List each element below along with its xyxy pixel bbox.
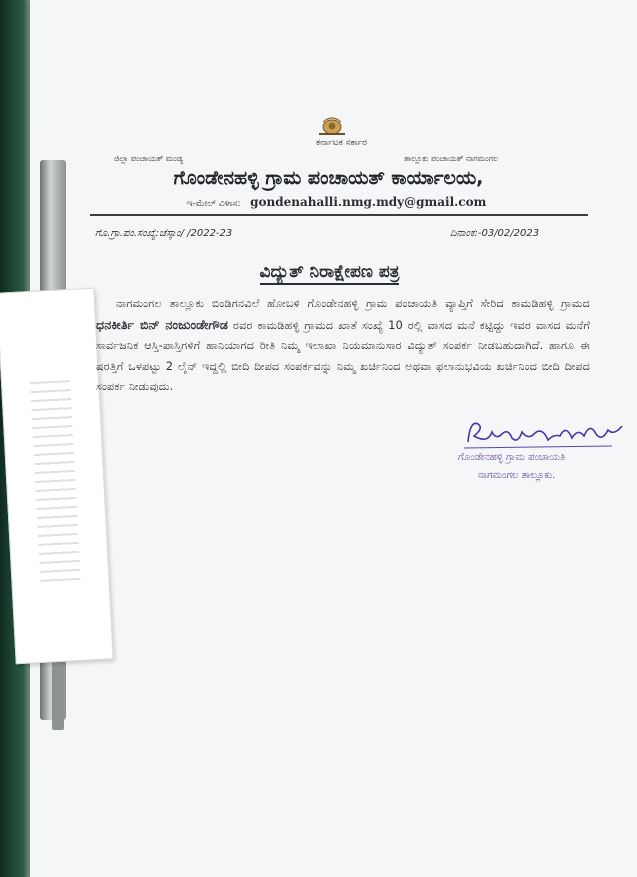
email-row [0, 195, 637, 209]
email-address: gondenahalli.nmg.mdy@gmail.com [250, 195, 487, 209]
applicant-name: ಧನಕೀರ್ತಿ ಬಿನ್ ನಂಜುಂಡೇಗೌಡ [96, 316, 229, 332]
body-text-start: ನಾಗಮಂಗಲ ತಾಲ್ಲೂಕು ಬಿಂಡಿಗನವಿಲೆ ಹೋಬಳಿ ಗೊಂಡೇನಹಳ್ಳಿ ಗ್ರಾಮ ಪಂಚಾಯತಿ ವ್ಯಾಪ್ತಿಗೆ ಸೇರಿದ ಕಾಮಡಿಹಳ್ಳಿ ಗ್ರಾಮದ [116, 297, 590, 310]
handwritten-signature [462, 414, 632, 454]
letter-title-text: ವಿದ್ಯುತ್ ನಿರಾಕ್ಷೇಪಣ ಪತ್ರ [260, 262, 400, 285]
district-panchayat: ಜಿಲ್ಲಾ ಪಂಚಾಯತ್ ಮಂಡ್ಯ [114, 154, 184, 163]
letter-body [96, 294, 590, 398]
signatory-office: ಗೊಂಡೇನಹಳ್ಳಿ ಗ್ರಾಮ ಪಂಚಾಯತಿ [458, 452, 566, 463]
government-name: ಕರ್ನಾಟಕ ಸರ್ಕಾರ [315, 138, 368, 148]
office-title: ಗೊಂಡೇನಹಳ್ಳಿ ಗ್ರಾಮ ಪಂಚಾಯತ್ ಕಾರ್ಯಾಲಯ, [173, 167, 484, 189]
header-divider [90, 214, 588, 216]
email-label: ಇ-ಮೇಲ್ ವಿಳಾಸ: [186, 199, 241, 209]
reference-number: ಗೊ.ಗ್ರಾ.ಪಂ.ಸಂಖ್ಯೆ:ಚೆಸ್ಕಾಂ/ /2022-23 [95, 228, 233, 239]
letter-date: ದಿನಾಂಕ:-03/02/2023 [450, 228, 540, 239]
letter-title [0, 262, 637, 282]
body-text-rest: ರವರ ಕಾಮಡಿಹಳ್ಳಿ ಗ್ರಾಮದ ಖಾತೆ ಸಂಖ್ಯೆ 10 ರಲ್ಲಿ ವಾಸದ ಮನೆ ಕಟ್ಟಿದ್ದು ಇವರ ವಾಸದ ಮನೆಗೆ ಸಾರ್ವಜನಿಕ ಆಸ್ತಿ-ಪಾಸ್ತಿಗಳಿಗೆ ಹಾನಿಯಾಗದ ರೀತಿ ನಿಮ್ಮ ಇಲಾಖಾ ನಿಯಮಾನುಸಾರ ವಿದ್ಯುತ್ ಸಂಪರ್ಕ ನೀಡಬಹುದಾಗಿದೆ. ಹಾಗೂ ಈ ಷರತ್ತಿಗೆ ಒಳಪಟ್ಟು 2 ಲೈನ್ ಇದ್ದಲ್ಲಿ ಬೀದಿ ದೀಪದ ಸಂಪರ್ಕವನ್ನು ನಿಮ್ಮ ಖರ್ಚಿನಿಂದ ಅಥವಾ ಫಲಾನುಭವಿಯ ಖರ್ಚಿನಿಂದ ಬೀದಿ ದೀಪದ ಸಂಪರ್ಕ ನೀಡುವುದು. [96, 318, 590, 394]
karnataka-emblem-icon [312, 114, 352, 138]
taluk-panchayat: ತಾಲ್ಲೂಕು ಪಂಚಾಯತ್ ನಾಗಮಂಗಲ [404, 154, 499, 163]
signatory-taluk: ನಾಗಮಂಗಲ ತಾಲ್ಲೂಕು. [478, 470, 556, 481]
